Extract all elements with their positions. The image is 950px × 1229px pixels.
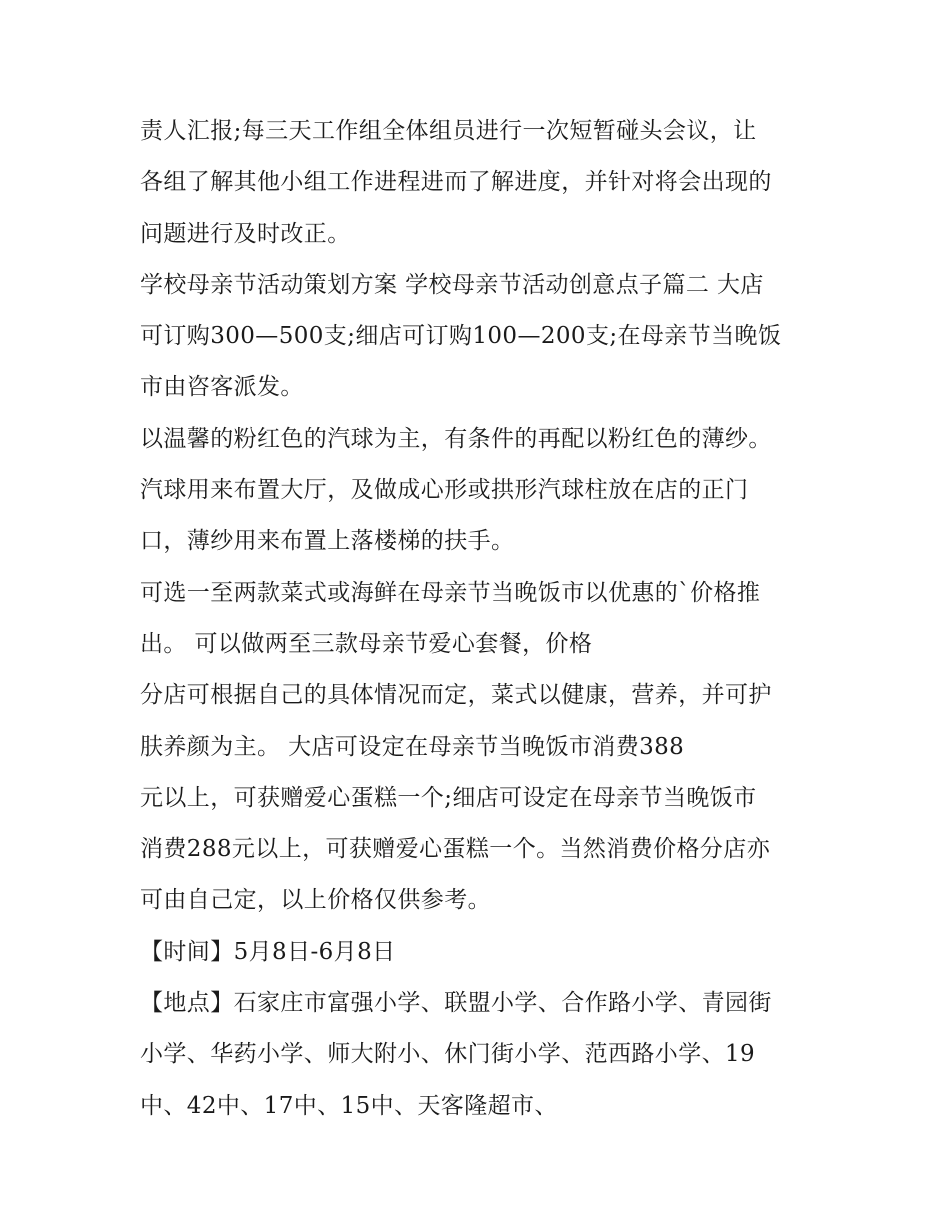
text-line-4: 学校母亲节活动策划方案 学校母亲节活动创意点子篇二 大店 [140, 271, 764, 298]
text-line-3: 问题进行及时改正。 [140, 220, 351, 247]
text-line-6: 市由咨客派发。 [140, 374, 304, 401]
text-line-8: 汽球用来布置大厅，及做成心形或拱形汽球柱放在店的正门 [140, 477, 749, 504]
text-line-12: 分店可根据自己的具体情况而定，菜式以健康，营养，并可护 [140, 682, 772, 709]
text-line-14: 元以上，可获赠爱心蛋糕一个;细店可设定在母亲节当晚饭市 [140, 784, 757, 811]
text-line-19: 小学、华药小学、师大附小、休门街小学、范西路小学、19 [140, 1041, 756, 1068]
text-line-2: 各组了解其他小组工作进程进而了解进度，并针对将会出现的 [140, 169, 772, 196]
text-line-15: 消费288元以上，可获赠爱心蛋糕一个。当然消费价格分店亦 [140, 836, 771, 863]
text-line-11: 出。 可以做两至三款母亲节爱心套餐，价格 [140, 630, 593, 657]
text-line-5: 可订购300—500支;细店可订购100—200支;在母亲节当晚饭 [140, 323, 782, 350]
text-line-10: 可选一至两款菜式或海鲜在母亲节当晚饭市以优惠的`价格推 [140, 579, 761, 606]
text-line-17: 【时间】5月8日-6月8日 [140, 938, 396, 965]
text-line-18: 【地点】石家庄市富强小学、联盟小学、合作路小学、青园街 [140, 990, 772, 1017]
text-line-1: 责人汇报;每三天工作组全体组员进行一次短暂碰头会议，让 [140, 118, 757, 144]
text-line-20: 中、42中、17中、15中、天客隆超市、 [140, 1092, 558, 1119]
text-line-7: 以温馨的粉红色的汽球为主，有条件的再配以粉红色的薄纱。 [140, 425, 772, 452]
text-line-16: 可由自己定，以上价格仅供参考。 [140, 887, 491, 914]
document-body [140, 106, 820, 1132]
text-line-9: 口，薄纱用来布置上落楼梯的扶手。 [140, 528, 515, 555]
text-line-13: 肤养颜为主。 大店可设定在母亲节当晚饭市消费388 [140, 733, 685, 760]
